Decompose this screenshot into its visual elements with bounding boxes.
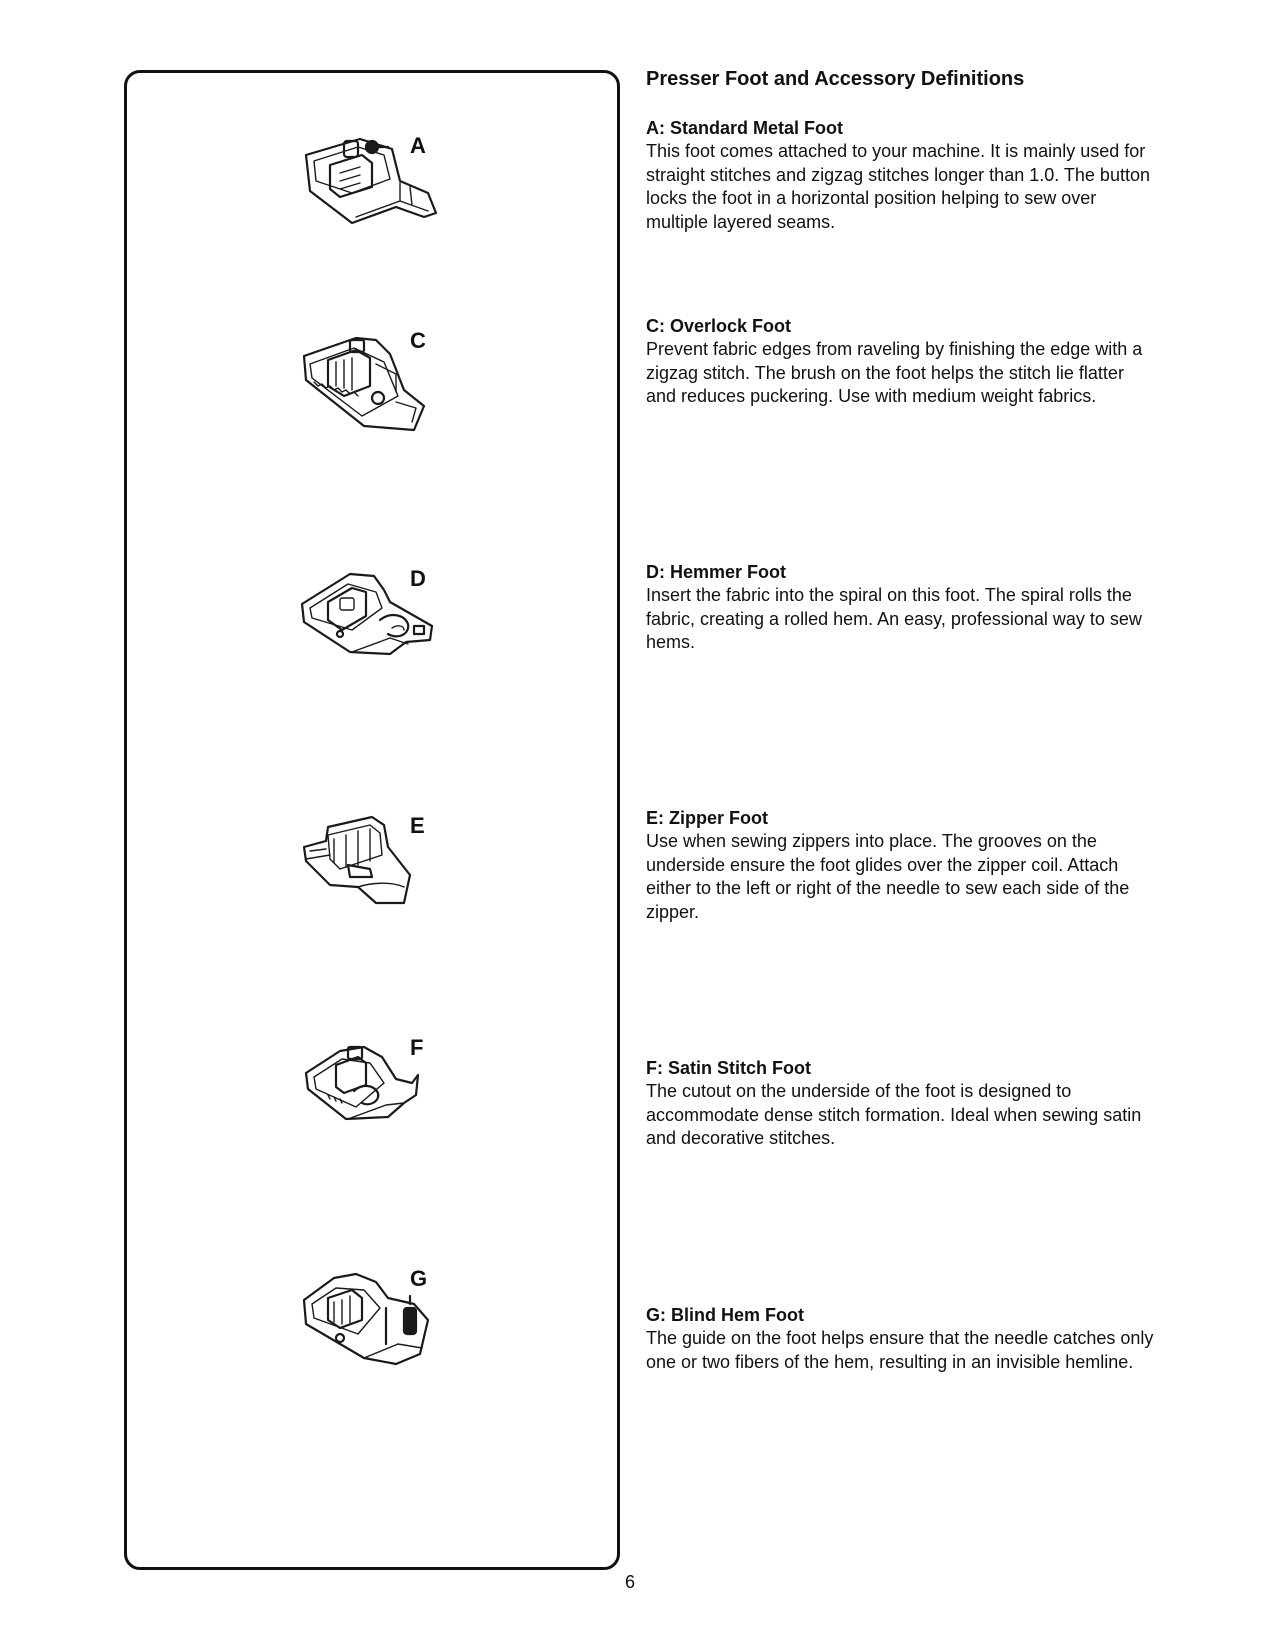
foot-letter-g: G — [410, 1266, 428, 1291]
foot-description: Insert the fabric into the spiral on this foot. The spiral rolls the fabric, creating a rolled hem. An easy, professional way to sew hems. — [646, 585, 1142, 652]
foot-description: This foot comes attached to your machine. It is mainly used for straight stitches and zigzag stitches longer than 1.0. The button locks the foot in a horizontal position helping to sew over multiple layered seams. — [646, 141, 1150, 232]
foot-title: E: Zipper Foot — [646, 808, 768, 828]
foot-letter-f: F — [410, 1035, 424, 1060]
foot-letter-c: C — [410, 328, 426, 353]
foot-illustration-g — [300, 1268, 500, 1398]
page-number: 6 — [624, 1572, 635, 1592]
page-title: Presser Foot and Accessory Definitions — [646, 68, 1025, 90]
foot-title: C: Overlock Foot — [646, 316, 792, 336]
foot-description: Use when sewing zippers into place. The grooves on the underside ensure the foot glides over the zipper coil. Attach either to the left or right of the needle to sew each side of the zipper. — [646, 831, 1130, 922]
foot-letter-d: D — [410, 566, 426, 591]
foot-illustration-e — [300, 815, 500, 945]
foot-letter-a: A — [410, 133, 426, 158]
foot-illustration-c — [300, 330, 500, 460]
foot-title: F: Satin Stitch Foot — [646, 1058, 811, 1078]
satin-stitch-foot-icon — [300, 1037, 460, 1157]
foot-description: The cutout on the underside of the foot is designed to accommodate dense stitch formation. Ideal when sewing satin and decorative stitches. — [646, 1081, 1142, 1148]
foot-description: Prevent fabric edges from raveling by finishing the edge with a zigzag stitch. The brush on the foot helps the stitch lie flatter and reduces puckering. Use with medium weight fabrics. — [646, 339, 1143, 406]
foot-description: The guide on the foot helps ensure that the needle catches only one or two fibers of the hem, resulting in an invisible hemline. — [646, 1328, 1154, 1372]
foot-entry-e — [646, 806, 1156, 924]
standard-metal-foot-icon — [300, 135, 460, 255]
foot-illustration-d — [300, 568, 500, 698]
hemmer-foot-icon — [300, 568, 460, 688]
foot-entry-g — [646, 1303, 1156, 1374]
foot-illustration-f — [300, 1037, 500, 1167]
foot-illustration-a — [300, 135, 500, 265]
blind-hem-foot-icon — [300, 1268, 460, 1388]
foot-title: D: Hemmer Foot — [646, 562, 787, 582]
foot-entry-d — [646, 560, 1156, 655]
foot-entry-f — [646, 1056, 1156, 1151]
foot-entry-c — [646, 314, 1156, 409]
foot-letter-e: E — [410, 813, 425, 838]
zipper-foot-icon — [300, 815, 460, 935]
overlock-foot-icon — [300, 330, 460, 450]
foot-title: A: Standard Metal Foot — [646, 118, 843, 138]
foot-entry-a — [646, 116, 1156, 234]
foot-title: G: Blind Hem Foot — [646, 1305, 804, 1325]
